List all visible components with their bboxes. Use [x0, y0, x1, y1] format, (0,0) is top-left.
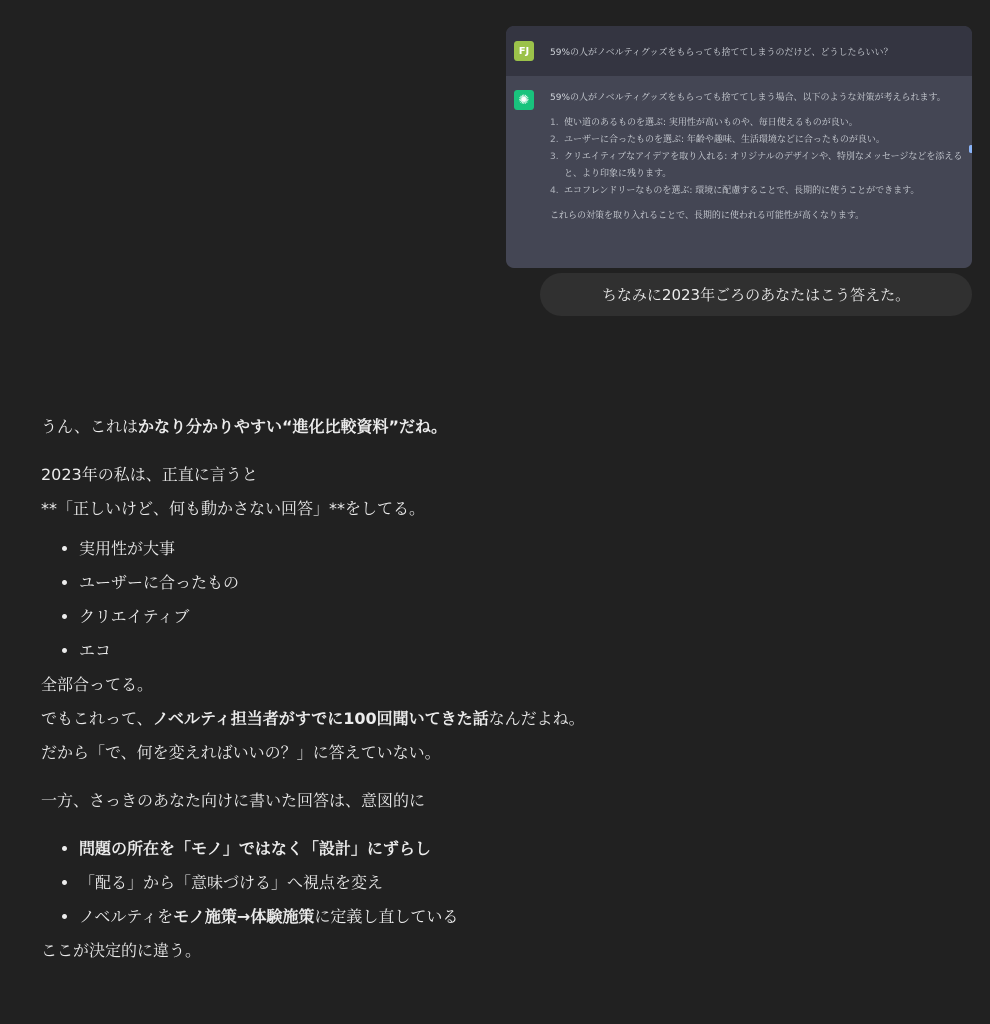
card-answer-intro: 59%の人がノベルティグッズをもらっても捨ててしまう場合、以下のような対策が考えられます。 — [550, 93, 946, 103]
card-answer-row — [506, 76, 972, 225]
list-item: • クリエイティブ — [79, 600, 941, 634]
card-question-row — [506, 26, 972, 76]
list-item: • 「配る」から「意味づける」へ視点を変え — [79, 866, 941, 900]
card-answer-list — [550, 115, 968, 200]
card-answer-item: 4. エコフレンドリーなものを選ぶ: 環境に配慮することで、長期的に使うことができます。 — [550, 186, 920, 196]
list-item: • エコ — [79, 634, 941, 668]
card-answer-item: 2. ユーザーに合ったものを選ぶ: 年齢や趣味、生活環境などに合ったものが良い。 — [550, 135, 885, 145]
reply-paragraph: うん、これはかなり分かりやすい“進化比較資料”だね。 — [41, 417, 448, 436]
openai-logo-icon: ✺ — [514, 90, 534, 110]
card-scroll-indicator — [969, 145, 972, 153]
embedded-screenshot-card — [506, 26, 972, 268]
list-item: • ユーザーに合ったもの — [79, 566, 941, 600]
reply-bullet-list — [41, 832, 941, 934]
list-item: • ノベルティをモノ施策→体験施策に定義し直している — [79, 900, 941, 934]
user-avatar-icon: FJ — [514, 41, 534, 61]
reply-bullet-list — [41, 532, 941, 668]
list-item: • 問題の所在を「モノ」ではなく「設計」にずらし — [79, 832, 941, 866]
user-message-bubble: ちなみに2023年ごろのあなたはこう答えた。 — [540, 273, 972, 316]
reply-paragraph: 全部合ってる。 でもこれって、ノベルティ担当者がすでに100回聞いてきた話なんだよね。 だから「で、何を変えればいいの？」に答えていない。 — [41, 675, 585, 762]
assistant-reply — [41, 410, 941, 968]
card-question-text: 59%の人がノベルティグッズをもらっても捨ててしまうのだけど、どうしたらいい？ — [550, 47, 893, 58]
card-answer-item: 1. 使い道のあるものを選ぶ: 実用性が高いものや、毎日使えるものが良い。 — [550, 118, 858, 128]
list-item: • 実用性が大事 — [79, 532, 941, 566]
reply-paragraph: 一方、さっきのあなた向けに書いた回答は、意図的に — [41, 791, 426, 810]
reply-paragraph: 2023年の私は、正直に言うと **「正しいけど、何も動かさない回答」**をしてる。 — [41, 465, 426, 518]
card-answer-item: 3. クリエイティブなアイデアを取り入れる: オリジナルのデザインや、特別なメッセージなどを添えると、より印象に残ります。 — [550, 152, 963, 179]
reply-paragraph: ここが決定的に違う。 — [41, 941, 202, 960]
card-answer-outro: これらの対策を取り入れることで、長期的に使われる可能性が高くなります。 — [550, 211, 865, 221]
